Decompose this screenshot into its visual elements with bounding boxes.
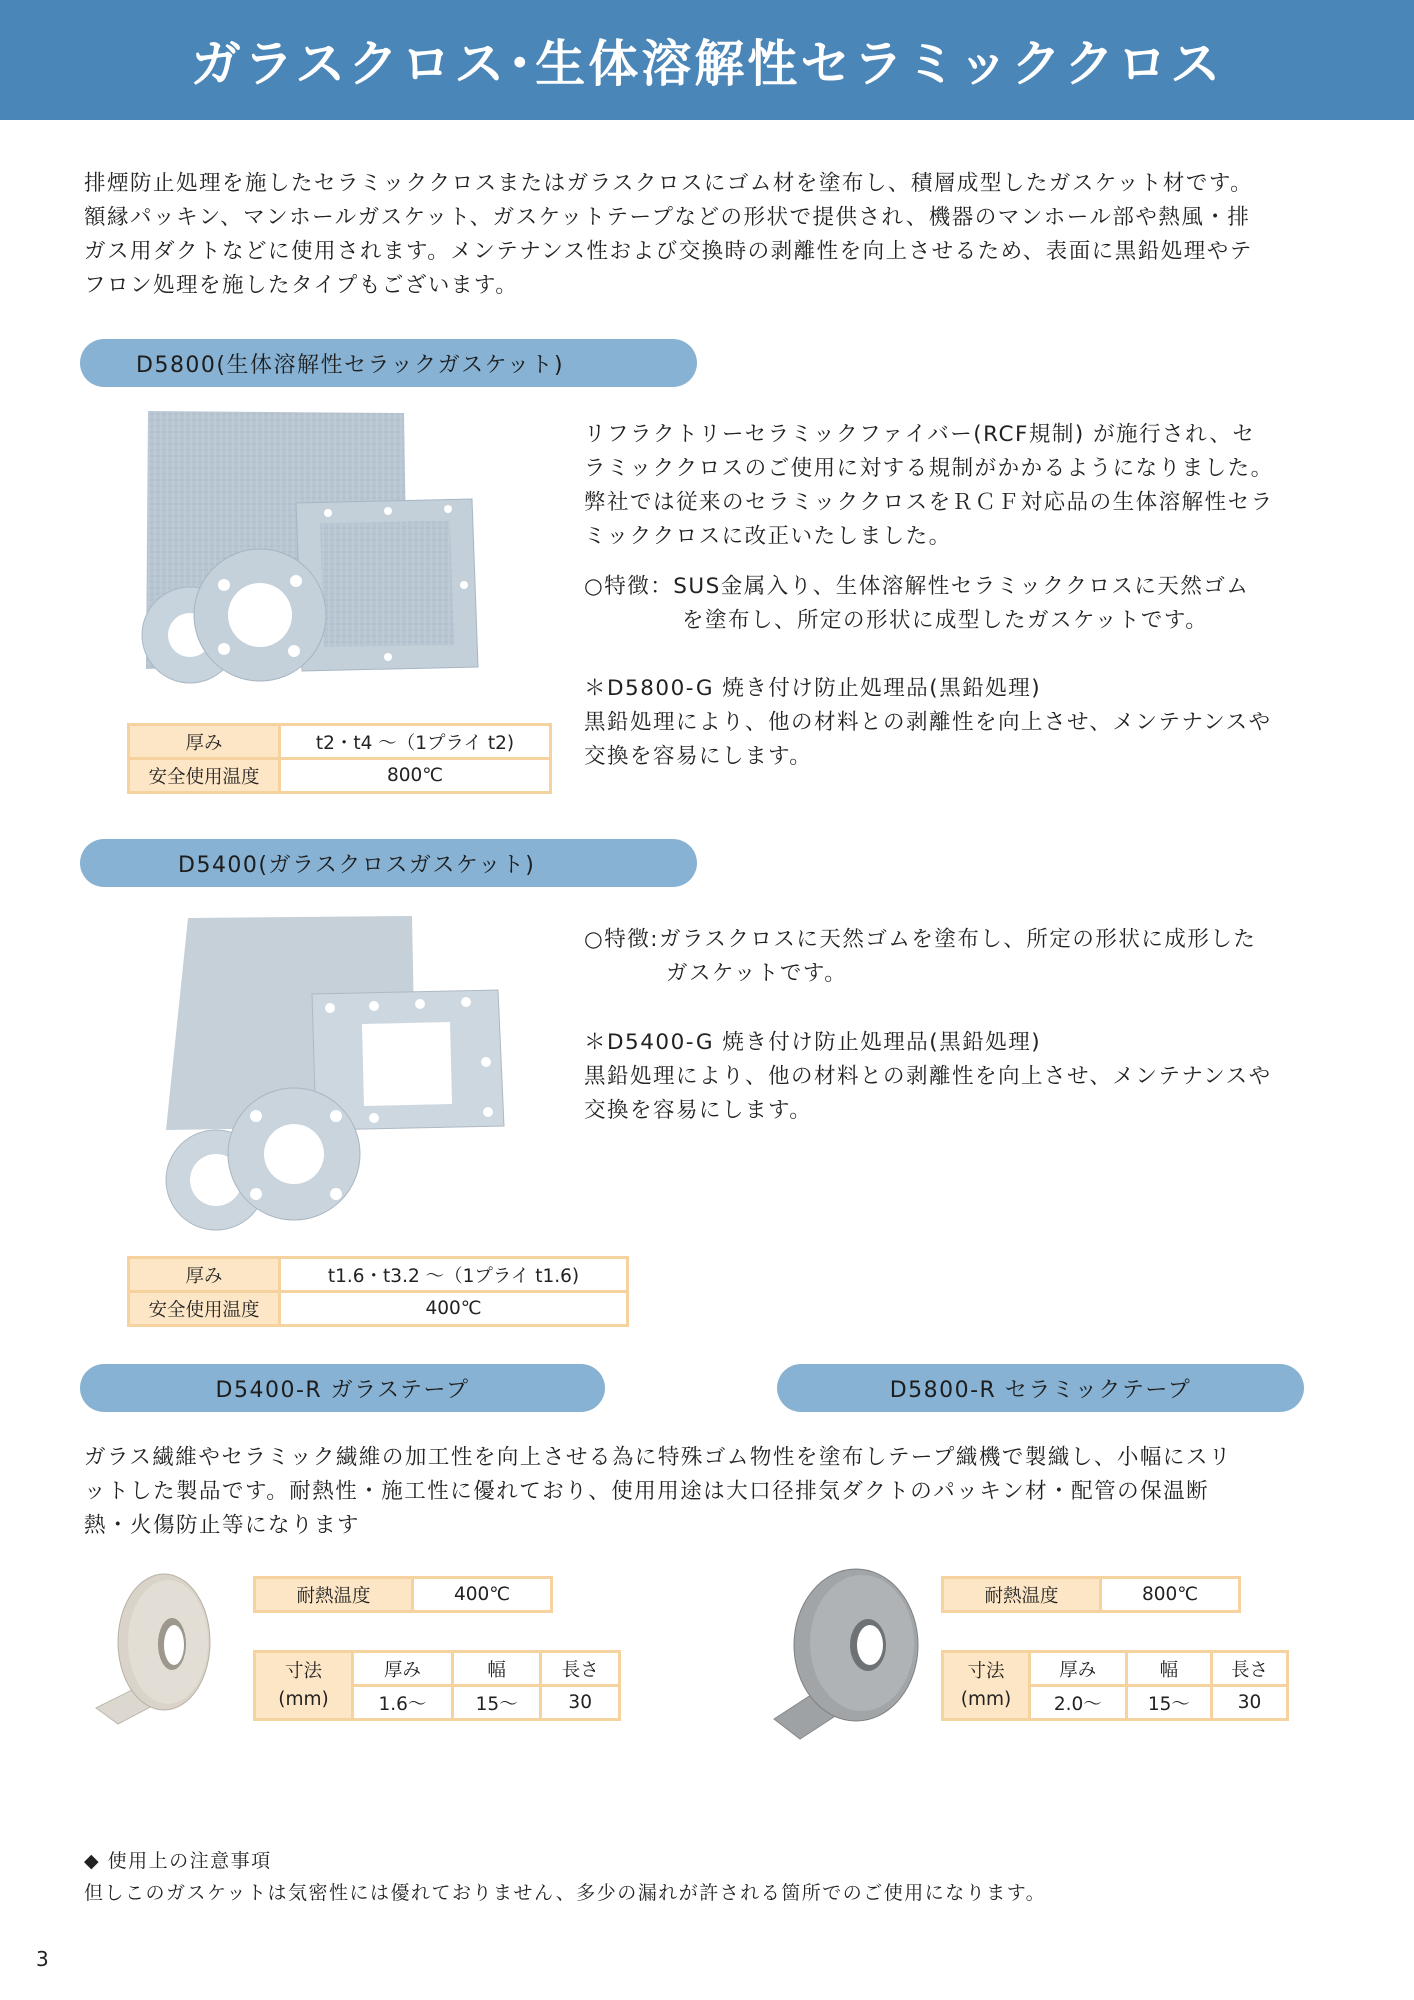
spec-label: 安全使用温度: [129, 1292, 280, 1326]
glass-tape-dimension-table: [253, 1650, 621, 1721]
spec-value: 15～: [1126, 1686, 1211, 1720]
d5800-feature: [584, 570, 1249, 638]
dimension-label-text: 寸法: [967, 1660, 1005, 1682]
desc-line: 弊社では従来のセラミッククロスをＲＣＦ対応品の生体溶解性セラ: [584, 490, 1274, 515]
spec-value: 1.6～: [353, 1686, 453, 1720]
intro-line: フロン処理を施したタイプもございます。: [84, 273, 519, 298]
intro-line: ガス用ダクトなどに使用されます。メンテナンス性および交換時の剥離性を向上させるため、表面に黒鉛処理やテ: [84, 239, 1253, 264]
variant-title: ＊D5800-G 焼き付け防止処理品(黒鉛処理): [584, 676, 1042, 701]
glass-tape-heat-table: [253, 1576, 553, 1613]
section-heading-text: D5800-R セラミックテープ: [889, 1377, 1192, 1403]
spec-value: 30: [1212, 1686, 1288, 1720]
section-heading-d5800: [80, 339, 697, 387]
feature-line: ガスケットです。: [666, 961, 848, 986]
spec-label: 耐熱温度: [255, 1578, 413, 1612]
spec-label: 安全使用温度: [129, 759, 280, 793]
column-header: 厚み: [1030, 1652, 1127, 1686]
dimension-unit-text: (mm): [278, 1688, 329, 1710]
ceramic-tape-heat-table: [941, 1576, 1241, 1613]
column-header: 幅: [1126, 1652, 1211, 1686]
desc-line: 熱・火傷防止等になります: [84, 1513, 361, 1538]
dimension-label: [255, 1652, 353, 1720]
section-heading-ceramic-tape: [777, 1364, 1304, 1412]
feature-line: を塗布し、所定の形状に成型したガスケットです。: [682, 608, 1209, 633]
page-title: ガラスクロス･生体溶解性セラミッククロス: [0, 0, 1414, 120]
column-header: 厚み: [353, 1652, 453, 1686]
d5800-variant: [584, 672, 1272, 774]
spec-value: 400℃: [413, 1578, 552, 1612]
section-heading-text: D5400(ガラスクロスガスケット): [178, 852, 536, 878]
spec-label: 厚み: [129, 1258, 280, 1292]
column-header: 長さ: [1212, 1652, 1288, 1686]
variant-line: 黒鉛処理により、他の材料との剥離性を向上させ、メンテナンスや: [584, 1064, 1272, 1089]
d5800-gasket-photo: [128, 405, 488, 695]
section-heading-d5400: [80, 839, 697, 887]
desc-line: ガラス繊維やセラミック繊維の加工性を向上させる為に特殊ゴム物性を塗布しテープ織機で製織し、小幅にスリ: [84, 1445, 1232, 1470]
feature-label: ○特徴：: [584, 574, 674, 599]
intro-line: 排煙防止処理を施したセラミッククロスまたはガラスクロスにゴム材を塗布し、積層成型したガスケット材です。: [84, 171, 1254, 196]
page-number: 3: [36, 1947, 49, 1971]
intro-line: 額縁パッキン、マンホールガスケット、ガスケットテープなどの形状で提供され、機器のマンホール部や熱風・排: [84, 205, 1251, 230]
spec-value: 15～: [452, 1686, 540, 1720]
ceramic-tape-dimension-table: [941, 1650, 1289, 1721]
feature-label: ○特徴:: [584, 927, 660, 952]
section-heading-glass-tape: [80, 1364, 605, 1412]
variant-title: ＊D5400-G 焼き付け防止処理品(黒鉛処理): [584, 1030, 1042, 1055]
d5800-spec-table: [127, 723, 552, 794]
section-heading-text: D5800(生体溶解性セラックガスケット): [136, 352, 565, 378]
spec-value: 2.0～: [1030, 1686, 1127, 1720]
notes-body: 但しこのガスケットは気密性には優れておりません、多少の漏れが許される箇所でのご使用になります。: [84, 1882, 1047, 1904]
desc-line: ミッククロスに改正いたしました。: [584, 524, 952, 549]
spec-value: t2・t4 ～（1プライ t2): [280, 725, 551, 759]
spec-value: t1.6・t3.2 ～（1プライ t1.6): [280, 1258, 628, 1292]
dimension-label: [943, 1652, 1030, 1720]
feature-line: ガラスクロスに天然ゴムを塗布し、所定の形状に成形した: [659, 927, 1257, 952]
variant-line: 交換を容易にします。: [584, 744, 813, 769]
glass-tape-roll-photo: [92, 1568, 222, 1728]
variant-line: 交換を容易にします。: [584, 1098, 813, 1123]
spec-label: 厚み: [129, 725, 280, 759]
desc-line: ラミッククロスのご使用に対する規制がかかるようになりました。: [584, 456, 1274, 481]
tape-description: [84, 1441, 1232, 1543]
desc-line: ットした製品です。耐熱性・施工性に優れており、使用用途は大口径排気ダクトのパッキン材・配管の保温断: [84, 1479, 1210, 1504]
d5400-feature: [584, 923, 1256, 991]
ceramic-tape-roll-photo: [770, 1563, 930, 1743]
feature-line: SUS金属入り、生体溶解性セラミッククロスに天然ゴム: [673, 574, 1250, 599]
dimension-label-text: 寸法: [284, 1660, 322, 1682]
desc-line: リフラクトリーセラミックファイバー(RCF規制) が施行され、セ: [584, 422, 1256, 447]
spec-value: 800℃: [280, 759, 551, 793]
column-header: 長さ: [541, 1652, 620, 1686]
d5400-spec-table: [127, 1256, 629, 1327]
column-header: 幅: [452, 1652, 540, 1686]
section-heading-text: D5400-R ガラステープ: [215, 1377, 470, 1403]
d5400-variant: [584, 1026, 1272, 1128]
dimension-unit-text: (mm): [960, 1688, 1012, 1710]
variant-line: 黒鉛処理により、他の材料との剥離性を向上させ、メンテナンスや: [584, 710, 1272, 735]
spec-value: 400℃: [280, 1292, 628, 1326]
notes-heading: ◆ 使用上の注意事項: [84, 1850, 272, 1872]
d5800-description: [584, 418, 1274, 554]
intro-text: [84, 167, 1253, 303]
spec-label: 耐熱温度: [943, 1578, 1101, 1612]
spec-value: 800℃: [1101, 1578, 1240, 1612]
d5400-gasket-photo: [160, 912, 520, 1237]
spec-value: 30: [541, 1686, 620, 1720]
